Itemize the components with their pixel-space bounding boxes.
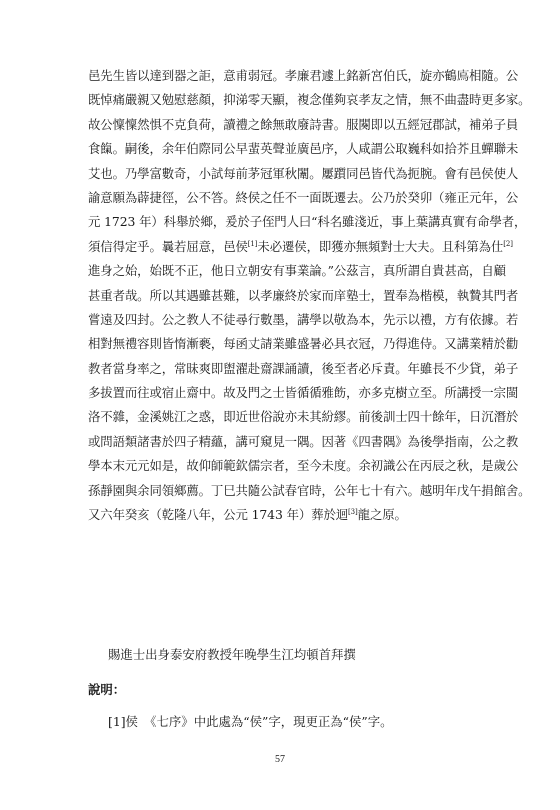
text-line xyxy=(88,64,519,88)
text-line xyxy=(88,454,519,478)
text-line xyxy=(88,113,519,137)
text-segment: 故公懍懍然惧不克負荷，讀禮之餘無敢廢詩書。服闋即以五經冠郡試，補弟子員 xyxy=(88,116,519,132)
text-line xyxy=(88,357,519,381)
text-line xyxy=(88,430,519,454)
text-segment: 進身之始，始既不正，他日立朝安有事業論。”公茲言，真所謂自貴甚高，自顧 xyxy=(88,263,506,279)
text-segment: 龍之原。 xyxy=(357,507,407,523)
footnote-marker: [3] xyxy=(348,508,358,517)
text-segment: 嘗遠及四封。公之教人不徒尋行數墨，講學以敬為本，先示以禮，方有依據。若 xyxy=(88,311,519,327)
text-line xyxy=(88,235,513,259)
text-line xyxy=(88,284,519,308)
text-segment: 洛不雜，金溪姚江之惑，即近世俗說亦未其紛繆。前後訓士四十餘年，日沉潛於 xyxy=(88,409,519,425)
text-segment: 孫靜園與余同領鄉薦。丁巳共隨公試春官時，公年七十有六。越明年戊午捐館舍。 xyxy=(88,482,531,498)
text-segment: 學本末元元如是，故仰師範欽儒宗者，至今未度。余初識公在丙辰之秋，是歲公 xyxy=(88,458,519,474)
text-segment: 諭意願為薜捷徑，公不答。終侯之任不一面既遷去。公乃於癸卯（雍正元年，公 xyxy=(88,189,519,205)
page-number: 57 xyxy=(275,754,285,765)
text-segment: 相對無禮容則皆惰漸褻，每函丈請業雖盛暑必具衣冠，乃得進侍。又講業精於勸 xyxy=(88,336,519,352)
text-line xyxy=(88,210,527,234)
text-segment: 艾也。乃學富數奇，小試每前茅冠軍秋闈。屢躓同邑皆代為扼腕。會有邑侯使人 xyxy=(88,165,519,181)
text-line xyxy=(88,405,519,429)
text-line xyxy=(88,259,506,283)
text-segment: 又六年癸亥（乾隆八年，公元 1743 年）葬於迴 xyxy=(88,507,349,523)
text-segment: 邑先生皆以達到器之詎，意甫弱冠。孝廉君遽上銘新宮伯氏，旋亦鶴𩾦相隨。公 xyxy=(88,68,519,83)
text-line xyxy=(88,162,519,186)
text-line xyxy=(88,137,519,161)
body-text xyxy=(88,64,531,527)
text-segment: 須信得定乎。曩若屈意，邑侯 xyxy=(88,238,248,254)
text-segment: 甚重者哉。所以其遇雖甚難，以孝廉終於家而庠塾士，置奉為楷模，執贄其門者 xyxy=(88,287,519,303)
text-segment: 教者當身率之，常昧爽即盥濯赴齋課誦讀，後至者必斥責。年雖長不少貸，弟子 xyxy=(88,360,519,376)
footnote-marker: [1] xyxy=(247,239,258,248)
text-segment: 多拔置而往或宿止齋中。故及門之士皆循循雅飭，亦多克樹立至。所講授一宗閩 xyxy=(88,385,519,401)
text-line xyxy=(88,332,519,356)
text-segment: 元 1723 年）科舉於鄉，爰於子侄門人曰“科名雖淺近，事上葉講真實有命學者， xyxy=(88,214,527,230)
text-line xyxy=(88,88,531,112)
text-line xyxy=(88,479,531,503)
text-line xyxy=(88,186,519,210)
footnote-1: [1]侯 《七序》中此處為“侯”字，現更正為“侯”字。 xyxy=(108,714,393,729)
notes-heading: 說明： xyxy=(88,682,126,697)
author-signature-line: 賜進士出身泰安府教授年晚學生江均頓首拜撰 xyxy=(108,647,356,662)
text-segment: 食餼。嗣後，余年伯際同公早蜚英聲並廣邑序，人咸謂公取巍科如拾芥且蟬聯未 xyxy=(88,141,519,157)
text-line xyxy=(88,381,519,405)
text-line xyxy=(88,308,519,332)
text-segment: 未必遷侯，即獲亦無頻對士大夫。且科第為仕 xyxy=(257,238,504,254)
text-line xyxy=(88,503,492,527)
text-segment: 或問語類諸書於四子精蘊，講可窺見一隅。因著《四書隅》為後學指南，公之教 xyxy=(88,433,519,449)
footnote-marker: [2] xyxy=(503,239,513,248)
text-segment: 既悼痛嚴親又勉慰慈顏，抑涕零天顯，複念僅夠哀孝友之情，無不曲盡時更多家。 xyxy=(88,92,531,108)
